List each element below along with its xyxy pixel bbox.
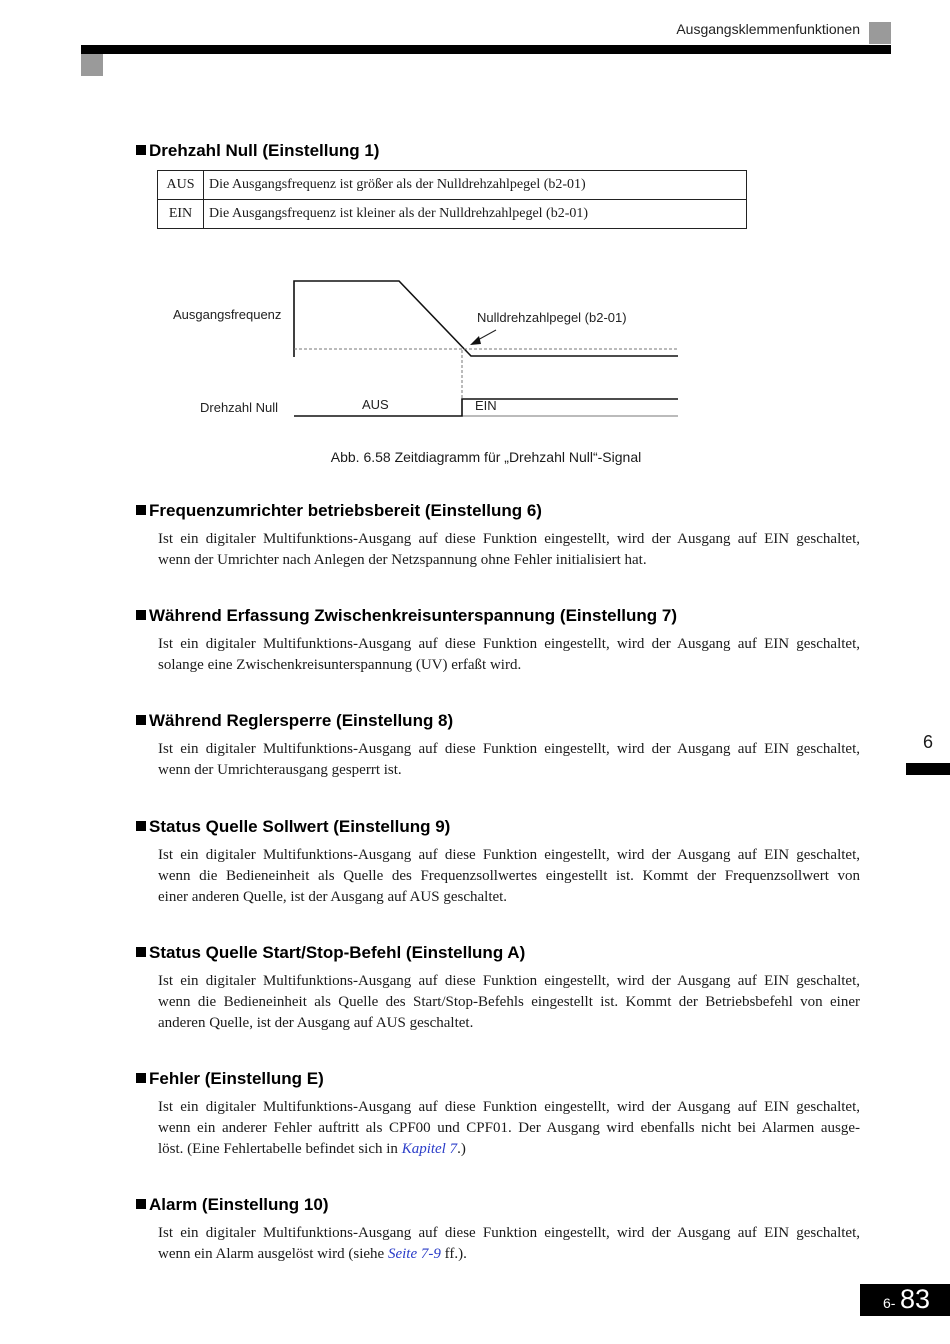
- paragraph-line: Ist ein digitaler Multifunktions-Ausgang auf diese Funktion eingestellt, wird der Ausgang auf EIN geschaltet,: [158, 847, 860, 863]
- bullet-square-icon: [136, 1073, 146, 1083]
- table-cell-state: EIN: [158, 200, 204, 229]
- paragraph-line: Ist ein digitaler Multifunktions-Ausgang auf diese Funktion eingestellt, wird der Ausgang auf EIN geschaltet,: [158, 973, 860, 989]
- paragraph-line: Ist ein digitaler Multifunktions-Ausgang auf diese Funktion eingestellt, wird der Ausgang auf EIN geschaltet,: [158, 1099, 860, 1115]
- diagram-label-level: Nulldrehzahlpegel (b2-01): [477, 310, 627, 325]
- section-paragraph: [158, 739, 860, 781]
- table-cell-state: AUS: [158, 171, 204, 200]
- timing-diagram: [0, 0, 950, 440]
- paragraph-line: wenn der Umrichterausgang gesperrt ist.: [158, 762, 402, 778]
- paragraph-line: wenn die Bedieneinheit als Quelle des Start/Stop-Befehls eingestellt ist. Kommt der Betriebsbefehl von einer: [158, 994, 860, 1010]
- section-heading: Fehler (Einstellung E): [136, 1069, 324, 1089]
- paragraph-line: anderen Quelle, ist der Ausgang auf AUS geschaltet.: [158, 1015, 474, 1031]
- bullet-square-icon: [136, 947, 146, 957]
- figure-caption: Abb. 6.58 Zeitdiagramm für „Drehzahl Null“-Signal: [330, 449, 642, 465]
- section-paragraph: [158, 845, 860, 908]
- bullet-square-icon: [136, 1199, 146, 1209]
- diagram-label-on: EIN: [475, 398, 497, 413]
- paragraph-line: einer anderen Quelle, ist der Ausgang auf AUS geschaltet.: [158, 889, 508, 905]
- link-seite-7-9[interactable]: Seite 7-9: [387, 1246, 441, 1262]
- level-arrow-icon: [470, 336, 481, 345]
- paragraph-line: Ist ein digitaler Multifunktions-Ausgang auf diese Funktion eingestellt, wird der Ausgang auf EIN geschaltet,: [158, 531, 860, 547]
- paragraph-line: solange eine Zwischenkreisunterspannung (UV) erfaßt wird.: [158, 657, 522, 673]
- table-cell-description: Die Ausgangsfrequenz ist größer als der Nulldrehzahlpegel (b2-01): [204, 171, 747, 200]
- chapter-tab-bar: [906, 763, 950, 775]
- bullet-square-icon: [136, 715, 146, 725]
- page-number-box: [860, 1284, 950, 1316]
- paragraph-line: wenn ein Alarm ausgelöst wird (siehe Seite 7-9 ff.).: [158, 1246, 467, 1262]
- paragraph-line: Ist ein digitaler Multifunktions-Ausgang auf diese Funktion eingestellt, wird der Ausgang auf EIN geschaltet,: [158, 741, 860, 757]
- section-heading: Während Reglersperre (Einstellung 8): [136, 711, 453, 731]
- chapter-tab-number: 6: [922, 732, 933, 752]
- page-chapter: 6-: [883, 1295, 896, 1311]
- paragraph-line: Ist ein digitaler Multifunktions-Ausgang auf diese Funktion eingestellt, wird der Ausgang auf EIN geschaltet,: [158, 636, 860, 652]
- paragraph-line: Ist ein digitaler Multifunktions-Ausgang auf diese Funktion eingestellt, wird der Ausgang auf EIN geschaltet,: [158, 1225, 860, 1241]
- diagram-label-signal: Drehzahl Null: [200, 400, 279, 415]
- link-kapitel-7[interactable]: Kapitel 7: [401, 1141, 458, 1157]
- section-paragraph: [158, 529, 860, 571]
- section-paragraph: [158, 971, 860, 1034]
- section-heading: Während Erfassung Zwischenkreisunterspannung (Einstellung 7): [136, 606, 677, 626]
- section-paragraph: [158, 634, 860, 676]
- diagram-label-off: AUS: [362, 397, 389, 412]
- section-paragraph: [158, 1223, 860, 1265]
- bullet-square-icon: [136, 610, 146, 620]
- section-heading: Drehzahl Null (Einstellung 1): [136, 141, 379, 161]
- section-heading: Status Quelle Sollwert (Einstellung 9): [136, 817, 450, 837]
- bullet-square-icon: [136, 505, 146, 515]
- paragraph-line: wenn der Umrichter nach Anlegen der Netzspannung ohne Fehler initialisiert hat.: [158, 552, 647, 568]
- paragraph-line: löst. (Eine Fehlertabelle befindet sich in Kapitel 7.): [158, 1141, 466, 1157]
- section-heading: Alarm (Einstellung 10): [136, 1195, 328, 1215]
- section-heading: Status Quelle Start/Stop-Befehl (Einstellung A): [136, 943, 525, 963]
- section-heading: Frequenzumrichter betriebsbereit (Einstellung 6): [136, 501, 542, 521]
- section-paragraph: [158, 1097, 860, 1160]
- bullet-square-icon: [136, 821, 146, 831]
- table-cell-description: Die Ausgangsfrequenz ist kleiner als der Nulldrehzahlpegel (b2-01): [204, 200, 747, 229]
- page-number: 83: [900, 1284, 931, 1314]
- paragraph-line: wenn die Bedieneinheit als Quelle des Frequenzsollwertes eingestellt ist. Kommt der Frequenzsollwert von: [158, 868, 860, 884]
- paragraph-line: wenn ein anderer Fehler auftritt als CPF00 und CPF01. Der Ausgang wird ebenfalls nicht bei Alarmen ausge-: [158, 1120, 860, 1136]
- diagram-label-frequency: Ausgangsfrequenz: [173, 307, 282, 322]
- running-header: Ausgangsklemmenfunktionen: [676, 21, 860, 37]
